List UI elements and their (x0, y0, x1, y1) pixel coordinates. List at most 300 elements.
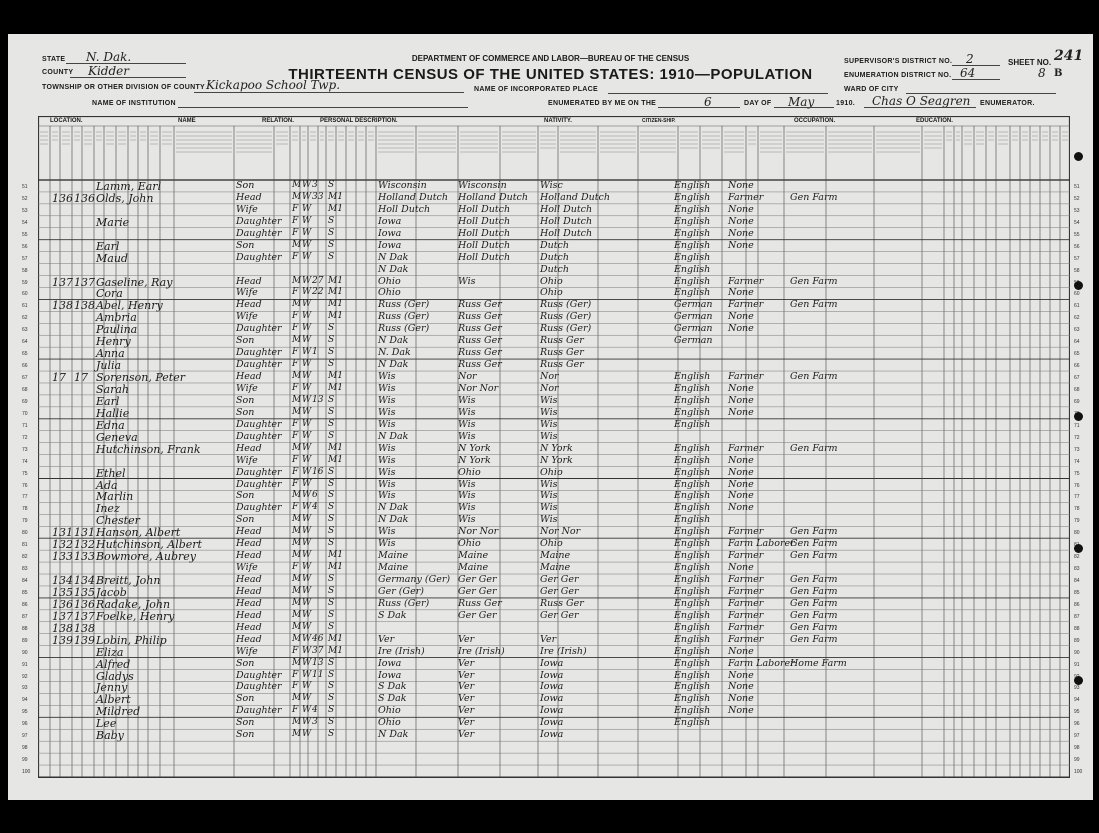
row-number: 57 (1074, 255, 1080, 262)
marital-status: S (328, 514, 335, 525)
age: 11 (312, 669, 324, 680)
language: German (674, 299, 713, 311)
occupation: None (728, 478, 754, 490)
sex: F (292, 418, 299, 429)
person-name: Baby (96, 729, 124, 743)
language: English (674, 466, 711, 478)
row-number: 62 (1074, 315, 1080, 322)
row-number: 80 (22, 530, 28, 537)
person-name: Lee (96, 717, 117, 731)
relation: Son (236, 180, 255, 191)
language: English (674, 394, 711, 406)
sex: M (292, 717, 302, 728)
age: 3 (312, 717, 318, 728)
relation: Daughter (236, 705, 282, 717)
enumerator-label: ENUMERATOR. (980, 100, 1035, 107)
row-number: 63 (1074, 327, 1080, 334)
person-name: Lobin, Philip (96, 633, 167, 647)
marital-status: M1 (328, 454, 343, 465)
mother-birthplace: Wis (540, 502, 558, 514)
father-birthplace: Russ Ger (458, 347, 502, 359)
race: W (302, 371, 312, 382)
father-birthplace: Wis (458, 490, 476, 502)
marital-status: M1 (328, 191, 343, 202)
father-birthplace: Holland Dutch (458, 191, 528, 203)
birthplace: Wisconsin (378, 180, 427, 191)
person-name: Ambria (96, 311, 137, 325)
family-number: 138 (74, 621, 95, 635)
marital-status: S (328, 597, 335, 608)
mother-birthplace: Iowa (540, 681, 564, 693)
row-number: 68 (22, 386, 28, 393)
birthplace: N Dak (378, 335, 409, 347)
language: English (674, 693, 711, 705)
language: English (674, 251, 711, 263)
race: W (302, 514, 312, 525)
age: 27 (312, 275, 324, 286)
row-number: 80 (1074, 530, 1080, 537)
father-birthplace: Russ Ger (458, 597, 502, 609)
father-birthplace: Wisconsin (458, 180, 507, 191)
birthplace: Holland Dutch (378, 191, 448, 203)
relation: Head (236, 621, 262, 633)
mother-birthplace: Wis (540, 406, 558, 418)
birthplace: Iowa (378, 215, 402, 227)
language: English (674, 717, 711, 729)
person-name: Edna (96, 418, 125, 432)
mother-birthplace: N York (540, 442, 573, 454)
sex: M (292, 538, 302, 549)
row-number: 54 (22, 219, 28, 226)
binder-hole (1074, 281, 1083, 290)
sex: F (292, 669, 299, 680)
section-location: LOCATION. (50, 118, 83, 124)
occupation: None (728, 502, 754, 514)
person-name: Earl (96, 394, 120, 408)
father-birthplace: Holl Dutch (458, 227, 511, 239)
mother-birthplace: Ger Ger (540, 609, 579, 621)
dwelling-number: 136 (52, 597, 73, 611)
enumerated-year: 1910. (836, 100, 856, 107)
marital-status: M1 (328, 371, 343, 382)
row-number: 79 (22, 518, 28, 525)
race: W (302, 359, 312, 370)
industry: Gen Farm (790, 609, 838, 621)
race: W (302, 705, 312, 716)
language: English (674, 514, 711, 526)
section-education: EDUCATION. (916, 118, 953, 124)
row-number: 91 (22, 661, 28, 668)
birthplace: Wis (378, 406, 396, 418)
mother-birthplace: Ohio (540, 287, 563, 299)
sex: M (292, 191, 302, 202)
county-value: Kidder (88, 64, 130, 78)
row-number: 97 (22, 733, 28, 740)
section-name: NAME (178, 118, 196, 124)
row-number: 67 (1074, 375, 1080, 382)
relation: Wife (236, 562, 258, 574)
mother-birthplace: Russ Ger (540, 347, 584, 359)
occupation: Farmer (728, 597, 764, 609)
relation: Son (236, 693, 255, 705)
age: 13 (312, 394, 324, 405)
sex: F (292, 215, 299, 226)
father-birthplace: Ire (Irish) (458, 645, 505, 657)
row-number: 58 (22, 267, 28, 274)
language: English (674, 574, 711, 586)
occupation: Farmer (728, 442, 764, 454)
race: W (302, 394, 312, 405)
marital-status: S (328, 717, 335, 728)
mother-birthplace: Iowa (540, 729, 564, 741)
person-name: Hutchinson, Albert (96, 538, 202, 552)
row-number: 65 (1074, 351, 1080, 358)
marital-status: M1 (328, 633, 343, 644)
person-name: Lamm, Earl (96, 180, 162, 193)
occupation: None (728, 323, 754, 335)
occupation: None (728, 180, 754, 191)
father-birthplace: Wis (458, 406, 476, 418)
age: 6 (312, 490, 318, 501)
row-number: 85 (22, 589, 28, 596)
occupation: None (728, 645, 754, 657)
row-number: 86 (22, 601, 28, 608)
mother-birthplace: Ire (Irish) (540, 645, 587, 657)
birthplace: Ohio (378, 705, 401, 717)
birthplace: Maine (378, 562, 409, 574)
family-number: 131 (74, 526, 95, 540)
marital-status: M1 (328, 550, 343, 561)
language: English (674, 490, 711, 502)
ward-underline (906, 93, 1056, 94)
occupation: None (728, 466, 754, 478)
age: 33 (312, 191, 324, 202)
department-heading: DEPARTMENT OF COMMERCE AND LABOR—BUREAU OF THE CENSUS (411, 54, 690, 63)
birthplace: Wis (378, 478, 396, 490)
person-name: Jacob (96, 585, 127, 599)
language: English (674, 442, 711, 454)
mother-birthplace: Ohio (540, 538, 563, 550)
birthplace: Iowa (378, 227, 402, 239)
marital-status: M1 (328, 382, 343, 393)
mother-birthplace: Russ Ger (540, 597, 584, 609)
sex: M (292, 371, 302, 382)
enumerator-name: Chas O Seagren (872, 94, 971, 108)
section-citizenship: CITIZEN-SHIP. (642, 118, 676, 124)
mother-birthplace: Nor Nor (540, 526, 581, 538)
father-birthplace: Ohio (458, 538, 481, 550)
dwelling-number: 136 (52, 191, 73, 205)
relation: Daughter (236, 466, 282, 478)
sex: M (292, 239, 302, 250)
mother-birthplace: Holland Dutch (540, 191, 610, 203)
industry: Gen Farm (790, 621, 838, 633)
father-birthplace: Wis (458, 394, 476, 406)
row-number: 81 (22, 542, 28, 549)
sex: F (292, 681, 299, 692)
mother-birthplace: Holl Dutch (540, 203, 593, 215)
language: English (674, 454, 711, 466)
sex: F (292, 454, 299, 465)
section-personal: PERSONAL DESCRIPTION. (320, 118, 398, 124)
row-number: 56 (22, 243, 28, 250)
race: W (302, 335, 312, 346)
sex: M (292, 394, 302, 405)
occupation: Farm Laborer (728, 538, 795, 550)
language: English (674, 275, 711, 287)
row-number: 83 (1074, 566, 1080, 573)
marital-status: S (328, 478, 335, 489)
person-name: Abel, Henry (96, 299, 163, 313)
mother-birthplace: Maine (540, 550, 571, 562)
family-number: 136 (74, 597, 95, 611)
institution-label: NAME OF INSTITUTION (92, 100, 176, 107)
row-number: 52 (1074, 195, 1080, 202)
mother-birthplace: Russ (Ger) (540, 311, 592, 323)
sex: M (292, 657, 302, 668)
race: W (302, 526, 312, 537)
race: W (302, 454, 312, 465)
row-number: 91 (1074, 661, 1080, 668)
father-birthplace: Nor Nor (458, 382, 499, 394)
occupation: Farmer (728, 371, 764, 383)
language: English (674, 550, 711, 562)
occupation: Farmer (728, 633, 764, 645)
birthplace: Wis (378, 454, 396, 466)
state-value: N. Dak. (86, 50, 132, 64)
person-name: Albert (96, 693, 131, 707)
person-name: Hanson, Albert (96, 526, 181, 540)
mother-birthplace: Iowa (540, 693, 564, 705)
row-number: 74 (22, 458, 28, 465)
father-birthplace: Wis (458, 514, 476, 526)
birthplace: Russ (Ger) (378, 311, 430, 323)
person-name: Jenny (96, 681, 128, 695)
birthplace: N Dak (378, 263, 409, 275)
industry: Gen Farm (790, 538, 838, 550)
mother-birthplace: Holl Dutch (540, 227, 593, 239)
county-label: COUNTY (42, 69, 74, 76)
marital-status: S (328, 609, 335, 620)
person-name: Marie (96, 215, 130, 229)
relation: Wife (236, 645, 258, 657)
relation: Daughter (236, 681, 282, 693)
enumeration-underline (952, 79, 1000, 80)
race: W (302, 227, 312, 238)
birthplace: Wis (378, 490, 396, 502)
marital-status: S (328, 490, 335, 501)
sex: F (292, 645, 299, 656)
industry: Gen Farm (790, 597, 838, 609)
relation: Head (236, 585, 262, 597)
township-underline (194, 92, 464, 93)
row-number: 86 (1074, 601, 1080, 608)
relation: Wife (236, 203, 258, 215)
age: 4 (312, 502, 318, 513)
father-birthplace: Maine (458, 550, 489, 562)
birthplace: Wis (378, 526, 396, 538)
language: English (674, 669, 711, 681)
occupation: Farm Laborer (728, 657, 795, 669)
father-birthplace: Ver (458, 657, 475, 669)
row-number: 99 (1074, 757, 1080, 764)
race: W (302, 323, 312, 334)
person-name: Cora (96, 287, 123, 301)
occupation: None (728, 406, 754, 418)
dwelling-number: 132 (52, 538, 73, 552)
row-number: 98 (22, 745, 28, 752)
row-number: 58 (1074, 267, 1080, 274)
row-number: 92 (22, 673, 28, 680)
row-number: 99 (22, 757, 28, 764)
relation: Wife (236, 382, 258, 394)
row-number: 73 (1074, 446, 1080, 453)
language: English (674, 621, 711, 633)
person-name: Ada (96, 478, 118, 492)
marital-status: S (328, 359, 335, 370)
marital-status: S (328, 693, 335, 704)
father-birthplace: Ver (458, 717, 475, 729)
person-name: Paulina (96, 323, 138, 337)
person-name: Foelke, Henry (96, 609, 175, 623)
relation: Son (236, 657, 255, 669)
family-number: 138 (74, 299, 95, 313)
race: W (302, 574, 312, 585)
marital-status: S (328, 323, 335, 334)
birthplace: Wis (378, 371, 396, 383)
dwelling-number: 133 (52, 550, 73, 564)
age: 16 (312, 466, 324, 477)
birthplace: Germany (Ger) (378, 574, 451, 586)
marital-status: S (328, 347, 335, 358)
race: W (302, 191, 312, 202)
age: 1 (312, 347, 318, 358)
industry: Gen Farm (790, 585, 838, 597)
row-number: 61 (1074, 303, 1080, 310)
sex: M (292, 585, 302, 596)
person-name: Earl (96, 239, 120, 253)
row-number: 89 (22, 637, 28, 644)
relation: Head (236, 597, 262, 609)
relation: Son (236, 239, 255, 251)
race: W (302, 251, 312, 262)
section-occupation: OCCUPATION. (794, 118, 836, 124)
sex: F (292, 705, 299, 716)
relation: Head (236, 191, 262, 203)
language: English (674, 562, 711, 574)
relation: Head (236, 550, 262, 562)
industry: Gen Farm (790, 550, 838, 562)
incorporated-place-underline (608, 93, 828, 94)
row-number: 100 (22, 769, 31, 776)
father-birthplace: Ger Ger (458, 609, 497, 621)
language: English (674, 263, 711, 275)
row-number: 72 (1074, 434, 1080, 441)
occupation: None (728, 490, 754, 502)
mother-birthplace: Russ (Ger) (540, 299, 592, 311)
row-number: 68 (1074, 386, 1080, 393)
language: English (674, 645, 711, 657)
sex: M (292, 621, 302, 632)
row-number: 53 (1074, 207, 1080, 214)
row-number: 70 (22, 410, 28, 417)
sex: F (292, 203, 299, 214)
row-number: 56 (1074, 243, 1080, 250)
row-number: 75 (1074, 470, 1080, 477)
sex: F (292, 323, 299, 334)
relation: Son (236, 406, 255, 418)
language: English (674, 633, 711, 645)
birthplace: Iowa (378, 669, 402, 681)
month-underline (774, 107, 834, 108)
race: W (302, 430, 312, 441)
row-number: 82 (1074, 554, 1080, 561)
race: W (302, 418, 312, 429)
relation: Son (236, 490, 255, 502)
relation: Head (236, 609, 262, 621)
person-name: Eliza (96, 645, 124, 659)
relation: Head (236, 526, 262, 538)
relation: Son (236, 717, 255, 729)
marital-status: M1 (328, 562, 343, 573)
marital-status: S (328, 585, 335, 596)
mother-birthplace: Ger Ger (540, 585, 579, 597)
row-number: 85 (1074, 589, 1080, 596)
occupation: None (728, 669, 754, 681)
race: W (302, 633, 312, 644)
person-name: Henry (96, 335, 131, 349)
birthplace: Wis (378, 394, 396, 406)
mother-birthplace: Wis (540, 418, 558, 430)
occupation: Farmer (728, 574, 764, 586)
person-name: Breitt, John (96, 574, 161, 588)
marital-status: S (328, 180, 335, 190)
sheet-number: 8 (1038, 66, 1046, 80)
row-number: 73 (22, 446, 28, 453)
marital-status: S (328, 466, 335, 477)
family-number: 134 (74, 574, 95, 588)
person-name: Sorenson, Peter (96, 371, 185, 385)
father-birthplace: Nor Nor (458, 526, 499, 538)
father-birthplace: Wis (458, 418, 476, 430)
relation: Daughter (236, 215, 282, 227)
occupation: Farmer (728, 609, 764, 621)
sex: F (292, 466, 299, 477)
relation: Head (236, 299, 262, 311)
family-number: 17 (74, 371, 88, 385)
race: W (302, 729, 312, 740)
mother-birthplace: Wis (540, 394, 558, 406)
mother-birthplace: Wis (540, 514, 558, 526)
occupation: None (728, 287, 754, 299)
occupation: None (728, 239, 754, 251)
relation: Daughter (236, 418, 282, 430)
row-number: 69 (1074, 398, 1080, 405)
language: English (674, 239, 711, 251)
father-birthplace: Maine (458, 562, 489, 574)
row-number: 76 (22, 482, 28, 489)
marital-status: S (328, 669, 335, 680)
race: W (302, 215, 312, 226)
row-number: 76 (1074, 482, 1080, 489)
occupation: None (728, 454, 754, 466)
person-name: Inez (96, 502, 120, 516)
row-number: 75 (22, 470, 28, 477)
supervisor-district-label: SUPERVISOR'S DISTRICT NO. (844, 58, 953, 65)
relation: Daughter (236, 478, 282, 490)
language: English (674, 657, 711, 669)
mother-birthplace: Nor (540, 382, 559, 394)
